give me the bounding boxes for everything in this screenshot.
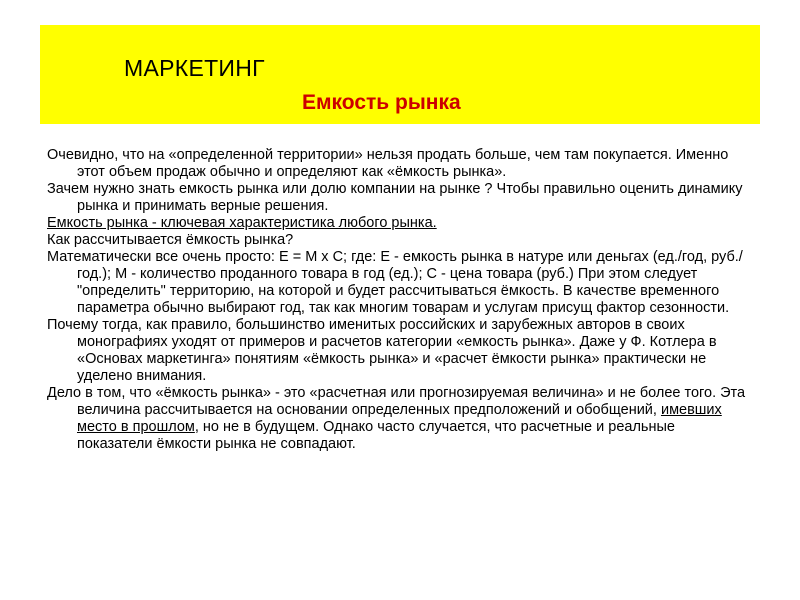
slide-title: МАРКЕТИНГ: [124, 55, 265, 81]
paragraph-estimated-value-end: , но не в будущем. Однако часто случается, что расчетные и реальные показатели ёмкости рынка не совпадают.: [77, 419, 675, 452]
paragraph-how-calculated: Как рассчитывается ёмкость рынка?: [47, 232, 294, 248]
body-text: [47, 147, 753, 453]
paragraph-formula: Математически все очень просто: Е = М х С; где: Е - емкость рынка в натуре или деньгах (ед./год, руб./год.); М - количество проданного товара в год (ед.); С - цена товара (руб.) При этом следует "определить" территорию, на которой и будет рассчитываться ёмкость. В качестве временного параметра обычно выбирают год, так как многим товарам и услугам присущ фактор сезонности.: [47, 249, 743, 316]
header-band: [40, 25, 760, 124]
paragraph-key-characteristic: Емкость рынка - ключевая характеристика любого рынка.: [47, 215, 437, 231]
paragraph-estimated-value-start: Дело в том, что «ёмкость рынка» - это «расчетная или прогнозируемая величина» и не более того. Эта величина рассчитывается на основании определенных предположений и обобщений,: [47, 385, 746, 418]
paragraph-authors: Почему тогда, как правило, большинство именитых российских и зарубежных авторов в своих монографиях уходят от примеров и расчетов категории «емкость рынка». Даже у Ф. Котлера в «Основах маркетинга» понятиям «ёмкость рынка» и «расчет ёмкости рынка» практически не уделено внимания.: [47, 317, 717, 384]
slide-subtitle: Емкость рынка: [302, 91, 461, 114]
paragraph-estimated-value: [47, 385, 753, 453]
underlined-phrase: имевших место в прошлом: [77, 402, 722, 435]
paragraph-territory: Очевидно, что на «определенной территории» нельзя продать больше, чем там покупается. Именно этот объем продаж обычно и определяют как «ёмкость рынка».: [47, 147, 729, 180]
paragraph-why-know: Зачем нужно знать емкость рынка или долю компании на рынке ? Чтобы правильно оценить динамику рынка и принимать верные решения.: [47, 181, 743, 214]
